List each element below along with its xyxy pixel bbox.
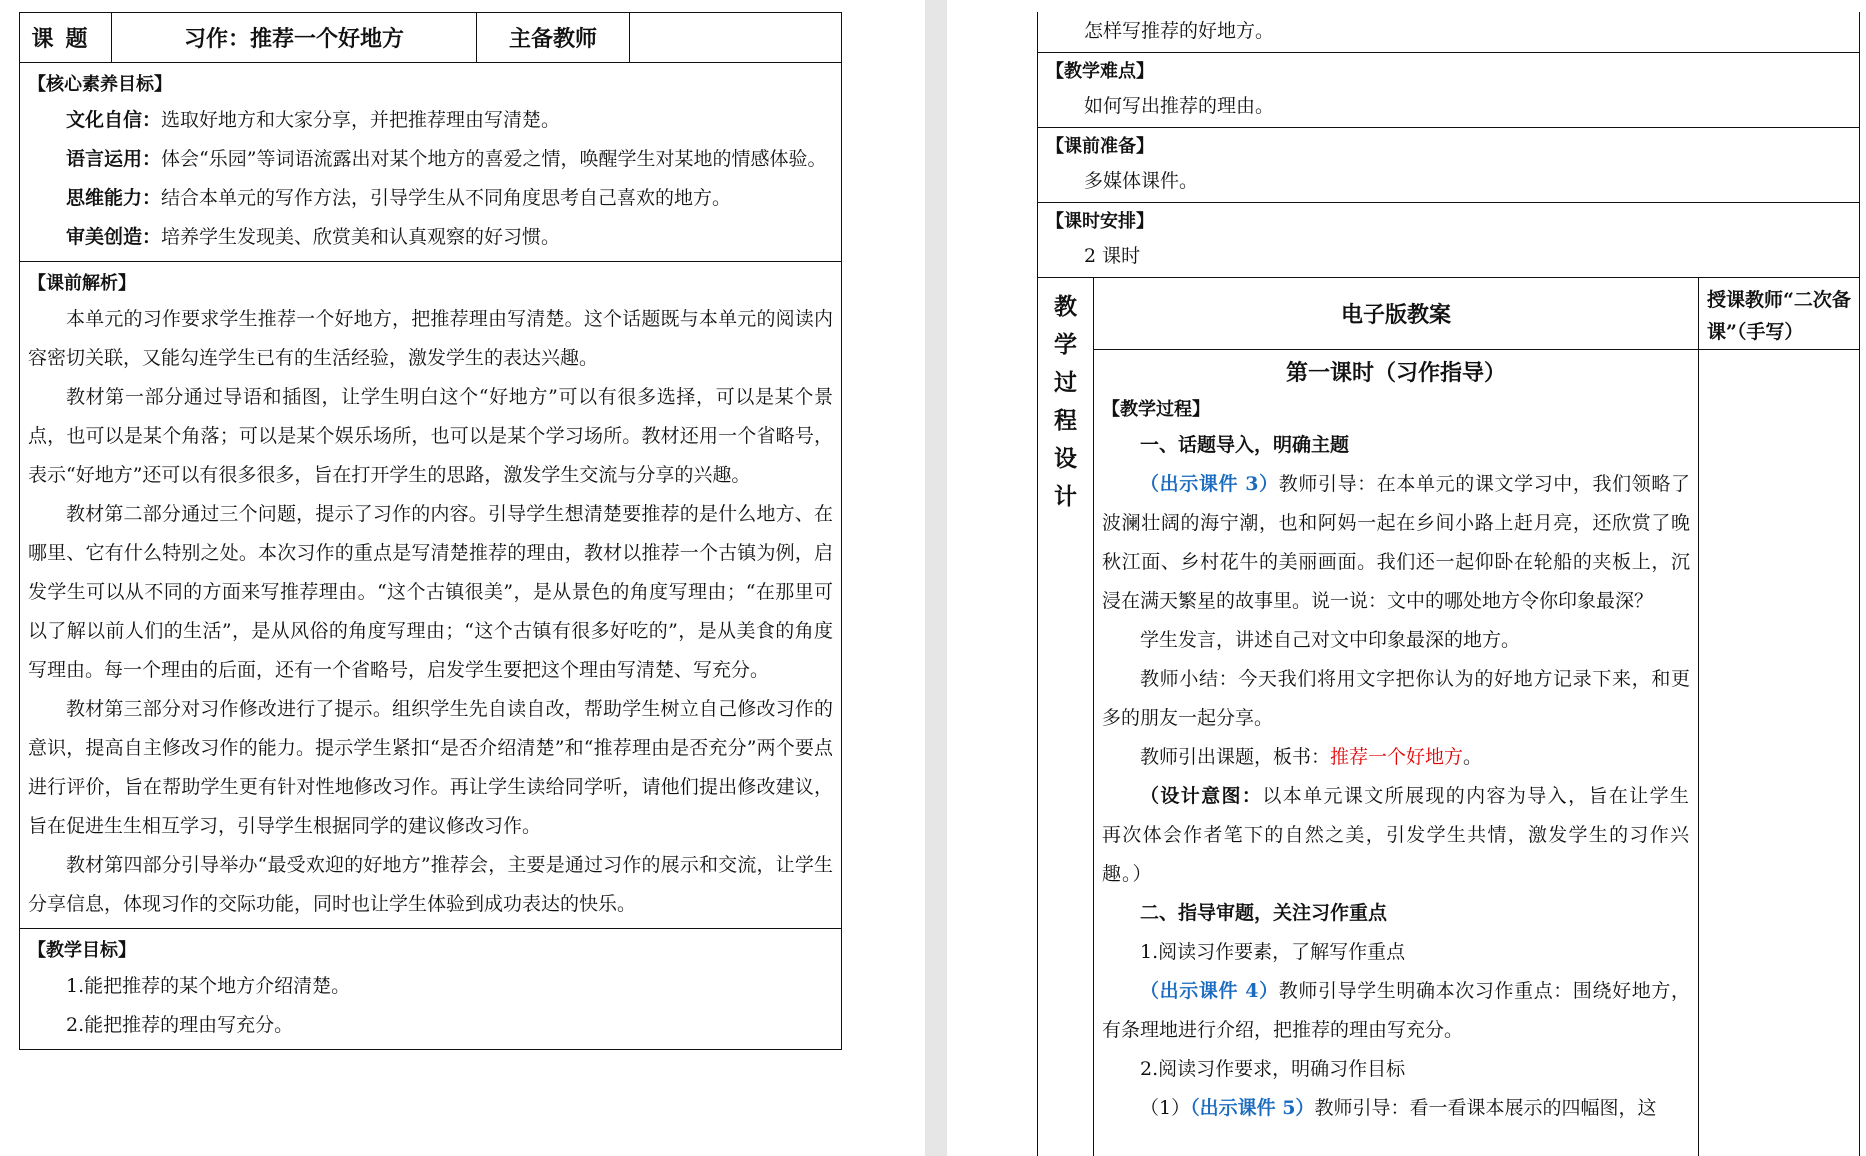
pre-analysis-title: 【课前解析】 [28,273,136,294]
analysis-paragraph: 教材第四部分引导举办“最受欢迎的好地方”推荐会，主要是通过习作的展示和交流，让学生分享信息，体现习作的交际功能，同时也让学生体验到成功表达的快乐。 [28,854,833,915]
analysis-paragraph: 教材第一部分通过导语和插图，让学生明白这个“好地方”可以有很多选择，可以是某个景点，也可以是某个角落；可以是某个娱乐场所，也可以是某个学习场所。教材还用一个省略号，表示“好地方”还可以有很多很多，旨在打开学生的思路，激发学生交流与分享的兴趣。 [28,386,833,486]
topic-value: 习作：推荐一个好地方 [112,13,477,62]
preparation-text: 多媒体课件。 [1084,170,1199,192]
lesson-plan-table [19,12,842,1050]
board-writing: 推荐一个好地方 [1330,746,1464,768]
electronic-plan-column [1094,278,1699,1156]
teaching-goals-section [20,929,841,1049]
process-paragraph: 教师小结：今天我们将用文字把你认为的好地方记录下来，和更多的朋友一起分享。 [1102,668,1690,729]
process-paragraph: 学生发言，讲述自己对文中印象最深的地方。 [1140,629,1521,651]
page-gutter [925,0,947,1156]
electronic-plan-body [1094,350,1698,1128]
schedule-title: 【课时安排】 [1046,211,1154,232]
handwritten-notes-column [1699,278,1859,1156]
lesson-plan-table-continued [1037,12,1860,1156]
core-goals-title: 【核心素养目标】 [28,74,172,95]
teaching-goals-title: 【教学目标】 [28,940,136,961]
courseware-tag: （出示课件 4） [1140,980,1279,1002]
analysis-paragraph: 教材第二部分通过三个问题，提示了习作的内容。引导学生想清楚要推荐的是什么地方、在哪里、它有什么特别之处。本次习作的重点是写清楚推荐的理由，教材以推荐一个古镇为例，启发学生可以从不同的方面来写推荐理由。“这个古镇很美”，是从景色的角度写理由；“在那里可以了解以前人们的生活”，是从风俗的角度写理由；“这个古镇有很多好吃的”，是从美食的角度写理由。每一个理由的后面，还有一个省略号，启发学生要把这个理由写清楚、写充分。 [28,503,833,681]
core-goal-item: 审美创造：培养学生发现美、欣赏美和认真观察的好习惯。 [66,226,561,248]
core-goal-item: 文化自信：选取好地方和大家分享，并把推荐理由写清楚。 [66,109,561,131]
top-fragment-text: 怎样写推荐的好地方。 [1084,20,1275,42]
process-paragraph: 1.阅读习作要素，了解写作重点 [1140,941,1406,963]
preparation-title: 【课前准备】 [1046,136,1154,157]
topic-label: 课题 [20,13,112,62]
right-page [947,0,1866,1156]
process-title: 【教学过程】 [1102,399,1210,420]
core-goals-section [20,63,841,262]
handwritten-notes-header: 授课教师“二次备课”（手写） [1699,278,1859,350]
difficulty-text: 如何写出推荐的理由。 [1084,95,1275,117]
teacher-value [630,13,841,62]
difficulty-title: 【教学难点】 [1046,61,1154,82]
schedule-text: 2 课时 [1084,245,1141,267]
process-paragraph: （1）（出示课件 5）教师引导：看一看课本展示的四幅图，这 [1140,1097,1657,1119]
top-fragment-section [1038,12,1859,53]
process-label: 教 学 过 程 设 计 [1038,278,1094,1156]
pre-analysis-section [20,262,841,929]
section-heading: 一、话题导入，明确主题 [1140,434,1350,456]
core-goal-item: 思维能力：结合本单元的写作方法，引导学生从不同角度思考自己喜欢的地方。 [66,187,732,209]
process-paragraph: （出示课件 3）教师引导：在本单元的课文学习中，我们领略了波澜壮阔的海宁潮，也和阿妈一起在乡间小路上赶月亮，还欣赏了晚秋江面、乡村花牛的美丽画面。我们还一起仰卧在轮船的夹板上，沉浸在满天繁星的故事里。说一说：文中的哪处地方令你印象最深？ [1102,473,1690,612]
header-row [20,13,841,63]
analysis-paragraph: 教材第三部分对习作修改进行了提示。组织学生先自读自改，帮助学生树立自己修改习作的意识，提高自主修改习作的能力。提示学生紧扣“是否介绍清楚”和“推荐理由是否充分”两个要点进行评价，旨在帮助学生更有针对性地修改习作。再让学生读给同学听，请他们提出修改建议，旨在促进生生相互学习，引导学生根据同学的建议修改习作。 [28,698,833,837]
process-row [1038,278,1859,1156]
section-heading: 二、指导审题，关注习作重点 [1140,902,1388,924]
teaching-goal-item: 1.能把推荐的某个地方介绍清楚。 [66,975,351,997]
preparation-section [1038,128,1859,203]
courseware-tag: （出示课件 3） [1140,473,1279,495]
lesson-title: 第一课时（习作指导） [1285,360,1506,386]
teacher-label: 主备教师 [477,13,630,62]
courseware-tag: （出示课件 5） [1190,1097,1315,1119]
core-goal-item: 语言运用：体会“乐园”等词语流露出对某个地方的喜爱之情，唤醒学生对某地的情感体验。 [66,148,827,170]
analysis-paragraph: 本单元的习作要求学生推荐一个好地方，把推荐理由写清楚。这个话题既与本单元的阅读内容密切关联，又能勾连学生已有的生活经验，激发学生的表达兴趣。 [28,308,833,369]
teaching-goal-item: 2.能把推荐的理由写充分。 [66,1014,294,1036]
process-paragraph: 教师引出课题，板书：推荐一个好地方。 [1140,746,1483,768]
process-paragraph: （出示课件 4）教师引导学生明确本次习作重点：围绕好地方，有条理地进行介绍，把推荐的理由写充分。 [1102,980,1690,1041]
left-page [0,0,925,1156]
difficulty-section [1038,53,1859,128]
process-paragraph: 2.阅读习作要求，明确习作目标 [1140,1058,1406,1080]
schedule-section [1038,203,1859,278]
design-intent: （设计意图：以本单元课文所展现的内容为导入，旨在让学生再次体会作者笔下的自然之美，引发学生共情，激发学生的习作兴趣。） [1102,785,1690,885]
electronic-plan-header: 电子版教案 [1094,278,1698,350]
